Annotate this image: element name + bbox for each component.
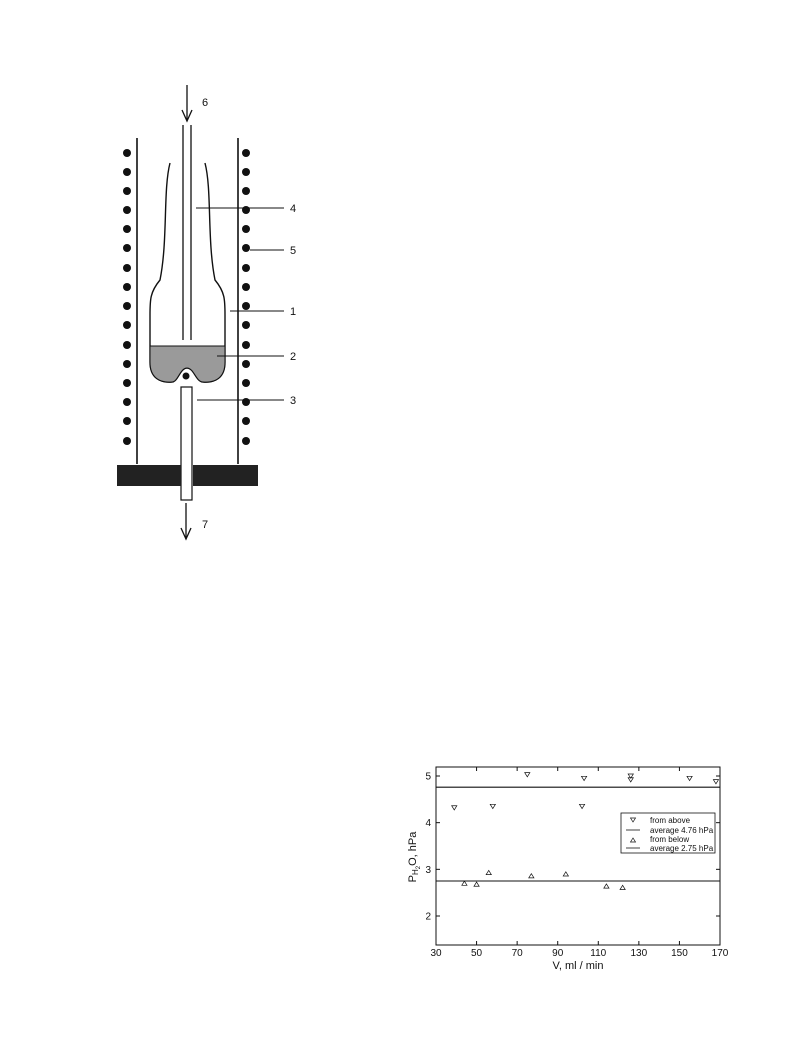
x-tick-label: 170 <box>711 948 729 959</box>
point-from-above <box>687 776 692 780</box>
x-tick-label: 110 <box>590 948 607 959</box>
label-2: 2 <box>290 351 297 363</box>
point-from-below <box>474 882 479 886</box>
legend-label-above: from above <box>650 816 691 825</box>
point-from-below <box>604 884 609 888</box>
legend-label-below: from below <box>650 835 690 844</box>
point-from-below <box>529 874 534 878</box>
y-tick-label: 4 <box>425 818 431 830</box>
y-axis-label: PH2O, hPa <box>407 831 422 883</box>
y-tick-label: 5 <box>425 771 431 783</box>
x-tick-label: 90 <box>552 948 564 959</box>
x-axis <box>430 767 728 959</box>
point-from-above <box>713 780 718 784</box>
label-4: 4 <box>290 203 297 215</box>
legend-label-avg-below: average 2.75 hPa <box>650 844 714 853</box>
x-tick-label: 30 <box>430 948 442 959</box>
point-from-below <box>620 885 625 889</box>
label-7: 7 <box>202 519 209 531</box>
y-tick-label: 2 <box>425 911 431 923</box>
x-tick-label: 130 <box>630 948 648 959</box>
x-tick-label: 70 <box>511 948 523 959</box>
y-tick-label: 3 <box>425 864 431 876</box>
point-from-below <box>563 872 568 876</box>
x-axis-label: V, ml / min <box>552 960 604 972</box>
point-from-above <box>490 804 495 808</box>
point-from-above <box>452 806 457 810</box>
x-tick-label: 50 <box>471 948 483 959</box>
legend-label-avg-above: average 4.76 hPa <box>650 826 714 835</box>
label-6: 6 <box>202 97 209 109</box>
label-3: 3 <box>290 395 297 407</box>
x-tick-label: 150 <box>671 948 688 959</box>
point-from-below <box>486 870 491 874</box>
plot-frame <box>436 767 720 945</box>
point-from-below <box>462 881 467 885</box>
label-1: 1 <box>290 306 297 318</box>
point-from-above <box>579 804 584 808</box>
label-5: 5 <box>290 245 297 257</box>
legend <box>621 813 715 853</box>
point-from-above <box>581 776 586 780</box>
point-from-above <box>525 773 530 777</box>
